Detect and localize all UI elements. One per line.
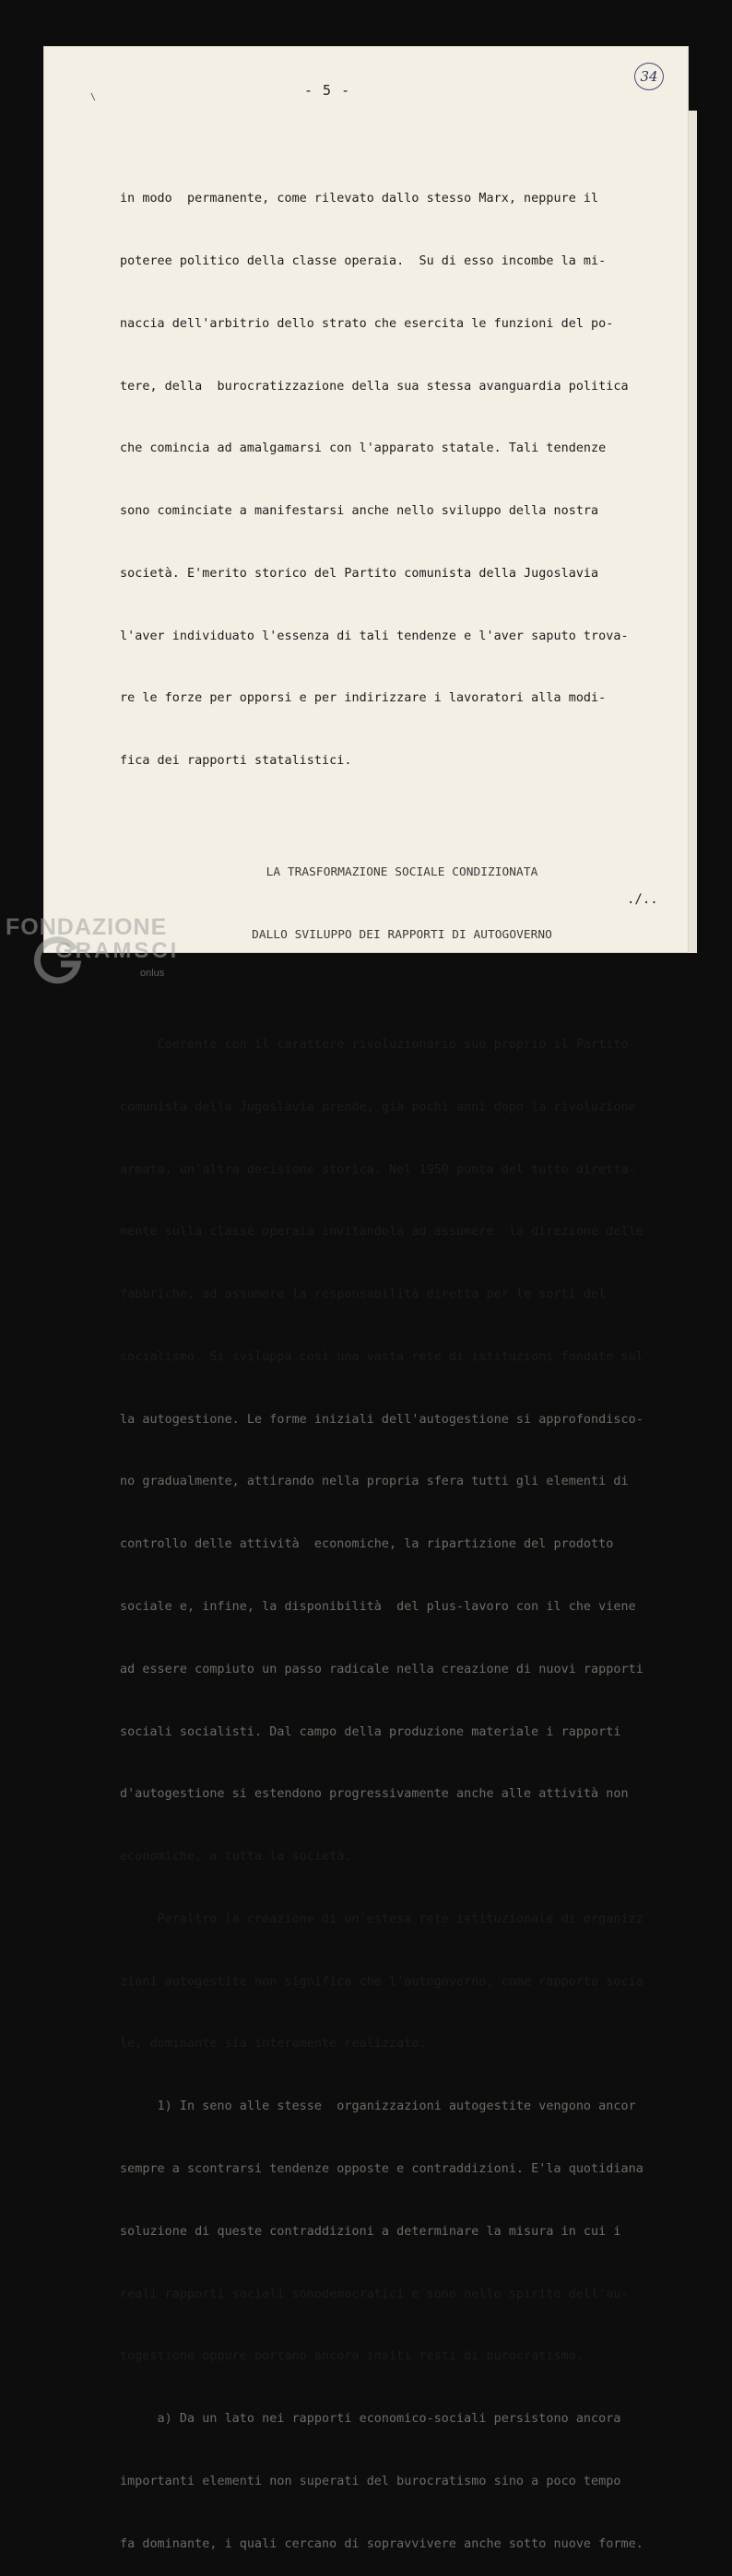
- watermark-line2: GRAMSCI: [55, 938, 180, 963]
- text-line: armata, un'altra decisione storica. Nel 1950 punta del tutto diretta-: [120, 1162, 636, 1177]
- text-line: società. E'merito storico del Partito comunista della Jugoslavia: [120, 566, 599, 581]
- text-line: ad essere compiuto un passo radicale nella creazione di nuovi rapporti: [120, 1662, 643, 1676]
- text-line: sociali socialisti. Dal campo della produzione materiale i rapporti: [120, 1724, 621, 1739]
- text-line: poteree politico della classe operaia. Su di esso incombe la mi-: [120, 253, 607, 268]
- text-line: mente sulla classe operaia invitandola ad assumere la direzione delle: [120, 1225, 643, 1240]
- text-line: Coerente con il carattere rivoluzionario suo proprio il Partito: [120, 1037, 629, 1052]
- typed-text-body: [120, 147, 684, 2576]
- text-line: socialismo. Si sviluppa così una vasta rete di istituzioni fondate sul: [120, 1349, 643, 1364]
- text-line: no gradualmente, attirando nella propria sfera tutti gli elementi di: [120, 1475, 629, 1489]
- text-line: la autogestione. Le forme iniziali dell'autogestione si approfondisco-: [120, 1412, 643, 1427]
- text-line: 1) In seno alle stesse organizzazioni autogestite vengono ancor: [120, 2100, 636, 2114]
- text-line: fica dei rapporti statalistici.: [120, 754, 352, 769]
- watermark-line3: onlus: [140, 968, 165, 979]
- text-line: tere, della burocratizzazione della sua stessa avanguardia politica: [120, 379, 629, 394]
- section-heading: LA TRASFORMAZIONE SOCIALE CONDIZIONATA: [266, 865, 538, 880]
- continuation-mark: ./..: [627, 892, 658, 907]
- section-heading-subline: DALLO SVILUPPO DEI RAPPORTI DI AUTOGOVERNO: [252, 927, 552, 942]
- text-line: Peraltro la creazione di un'estesa rete istituzionale di organizz: [120, 1911, 643, 1926]
- text-line: che comincia ad amalgamarsi con l'apparato statale. Tali tendenze: [120, 441, 607, 456]
- text-line: importanti elementi non superati del burocratismo sino a poco tempo: [120, 2474, 621, 2488]
- watermark-line1: FONDAZIONE: [6, 914, 168, 940]
- text-line: controllo delle attività economiche, la ripartizione del prodotto: [120, 1537, 614, 1552]
- text-line: fa dominante, i quali cercano di sopravvivere anche sotto nuove forme.: [120, 2536, 643, 2551]
- page-number: - 5 -: [304, 82, 351, 99]
- text-line: zioni autogestite non significa che l'autogoverno, come rapporto socia: [120, 1974, 643, 1989]
- text-line: l'aver individuato l'essenza di tali tendenze e l'aver saputo trova-: [120, 629, 629, 643]
- archive-stamp-number: 34: [634, 63, 664, 90]
- text-line: togestione oppure portano ancora insiti resti di burocratismo.: [120, 2349, 584, 2364]
- text-line: d'autogestione si estendono progressivamente anche alle attività non: [120, 1787, 629, 1802]
- text-line: reali rapporti sociali sonodemocratici e sono nello spirito dell'au-: [120, 2287, 629, 2301]
- text-line: sociale e, infine, la disponibilità del plus-lavoro con il che viene: [120, 1599, 636, 1614]
- text-line: soluzione di queste contraddizioni a determinare la misura in cui i: [120, 2224, 621, 2239]
- text-line: a) Da un lato nei rapporti economico-sociali persistono ancora: [120, 2412, 621, 2427]
- text-line: comunista della Jugoslavia prende, già pochi anni dopo la rivoluzione: [120, 1100, 636, 1114]
- margin-mark: \: [90, 92, 97, 102]
- text-line: re le forze per opporsi e per indirizzare i lavoratori alla modi-: [120, 691, 607, 706]
- watermark-logo: [6, 914, 180, 979]
- text-line: in modo permanente, come rilevato dallo stesso Marx, neppure il: [120, 192, 599, 206]
- text-line: naccia dell'arbitrio dello strato che esercita le funzioni del po-: [120, 316, 614, 331]
- text-line: fabbriche, ad assumere la responsabilità diretta per le sorti del: [120, 1288, 607, 1302]
- text-line: sempre a scontrarsi tendenze opposte e contraddizioni. E'la quotidiana: [120, 2162, 643, 2176]
- text-line: sono cominciate a manifestarsi anche nello sviluppo della nostra: [120, 504, 599, 519]
- text-line: economiche, a tutta la società.: [120, 1850, 352, 1864]
- text-line: le, dominante sia interamente realizzato.: [120, 2037, 427, 2052]
